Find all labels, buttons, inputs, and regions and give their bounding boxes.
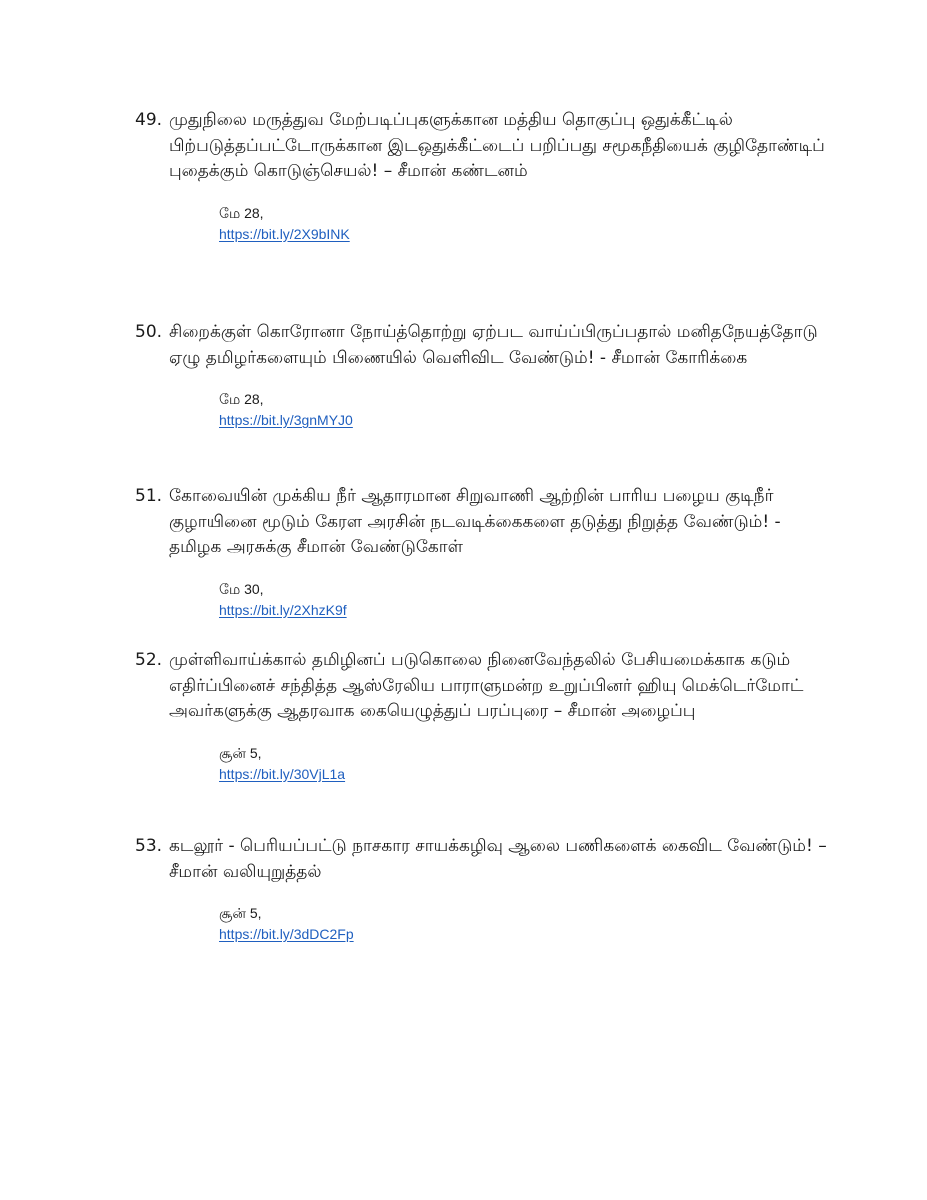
list-item	[135, 834, 835, 945]
item-date: சூன் 5,	[219, 905, 262, 921]
item-number: 53.	[135, 836, 163, 856]
item-title: சிறைக்குள் கொரோனா நோய்த்தொற்று ஏற்பட வாய்ப்பிருப்பதால் மனிதநேயத்தோடு ஏழு தமிழர்களையும் பிணையில் வெளிவிட வேண்டும்! - சீமான் கோரிக்கை	[169, 322, 818, 368]
item-meta	[219, 743, 835, 785]
item-meta	[219, 389, 835, 431]
item-link[interactable]: https://bit.ly/3dDC2Fp	[219, 926, 354, 942]
item-title: முள்ளிவாய்க்கால் தமிழினப் படுகொலை நினைவேந்தலில் பேசியமைக்காக கடும் எதிர்ப்பினைச் சந்தித்த ஆஸ்ரேலிய பாராளுமன்ற உறுப்பினர் ஹியு மெக்டெர்மோட் அவர்களுக்கு ஆதரவாக கையெழுத்துப் பரப்புரை – சீமான் அழைப்பு	[169, 650, 804, 721]
item-number: 51.	[135, 486, 163, 506]
item-date: சூன் 5,	[219, 744, 262, 761]
item-number: 50.	[135, 322, 163, 342]
list-item	[135, 648, 835, 785]
item-link[interactable]: https://bit.ly/3gnMYJ0	[219, 412, 353, 428]
item-date: மே 30,	[219, 580, 264, 597]
item-meta	[219, 203, 835, 245]
item-date: மே 28,	[219, 391, 264, 407]
item-meta	[219, 579, 835, 621]
item-number: 52.	[135, 650, 163, 670]
item-meta	[219, 903, 835, 945]
item-title: கடலூர் - பெரியப்பட்டு நாசகார சாயக்கழிவு ஆலை பணிகளைக் கைவிட வேண்டும்! – சீமான் வலியுறுத்தல்	[169, 836, 827, 882]
list-item	[135, 320, 835, 431]
item-date: மே 28,	[219, 204, 264, 221]
item-number: 49.	[135, 110, 163, 130]
item-link[interactable]: https://bit.ly/2X9bINK	[219, 225, 350, 242]
list-item	[135, 484, 835, 621]
list-item	[135, 108, 835, 245]
item-title: கோவையின் முக்கிய நீர் ஆதாரமான சிறுவாணி ஆற்றின் பாரிய பழைய குடிநீர் குழாயினை மூடும் கேரள அரசின் நடவடிக்கைகளை தடுத்து நிறுத்த வேண்டும்! - தமிழக அரசுக்கு சீமான் வேண்டுகோள்	[169, 486, 781, 557]
item-title: முதுநிலை மருத்துவ மேற்படிப்புகளுக்கான மத்திய தொகுப்பு ஒதுக்கீட்டில் பிற்படுத்தப்பட்டோருக்கான இடஒதுக்கீட்டைப் பறிப்பது சமூகநீதியைக் குழிதோண்டிப் புதைக்கும் கொடுஞ்செயல்! – சீமான் கண்டனம்	[169, 110, 825, 181]
item-link[interactable]: https://bit.ly/2XhzK9f	[219, 601, 347, 618]
item-link[interactable]: https://bit.ly/30VjL1a	[219, 765, 346, 782]
